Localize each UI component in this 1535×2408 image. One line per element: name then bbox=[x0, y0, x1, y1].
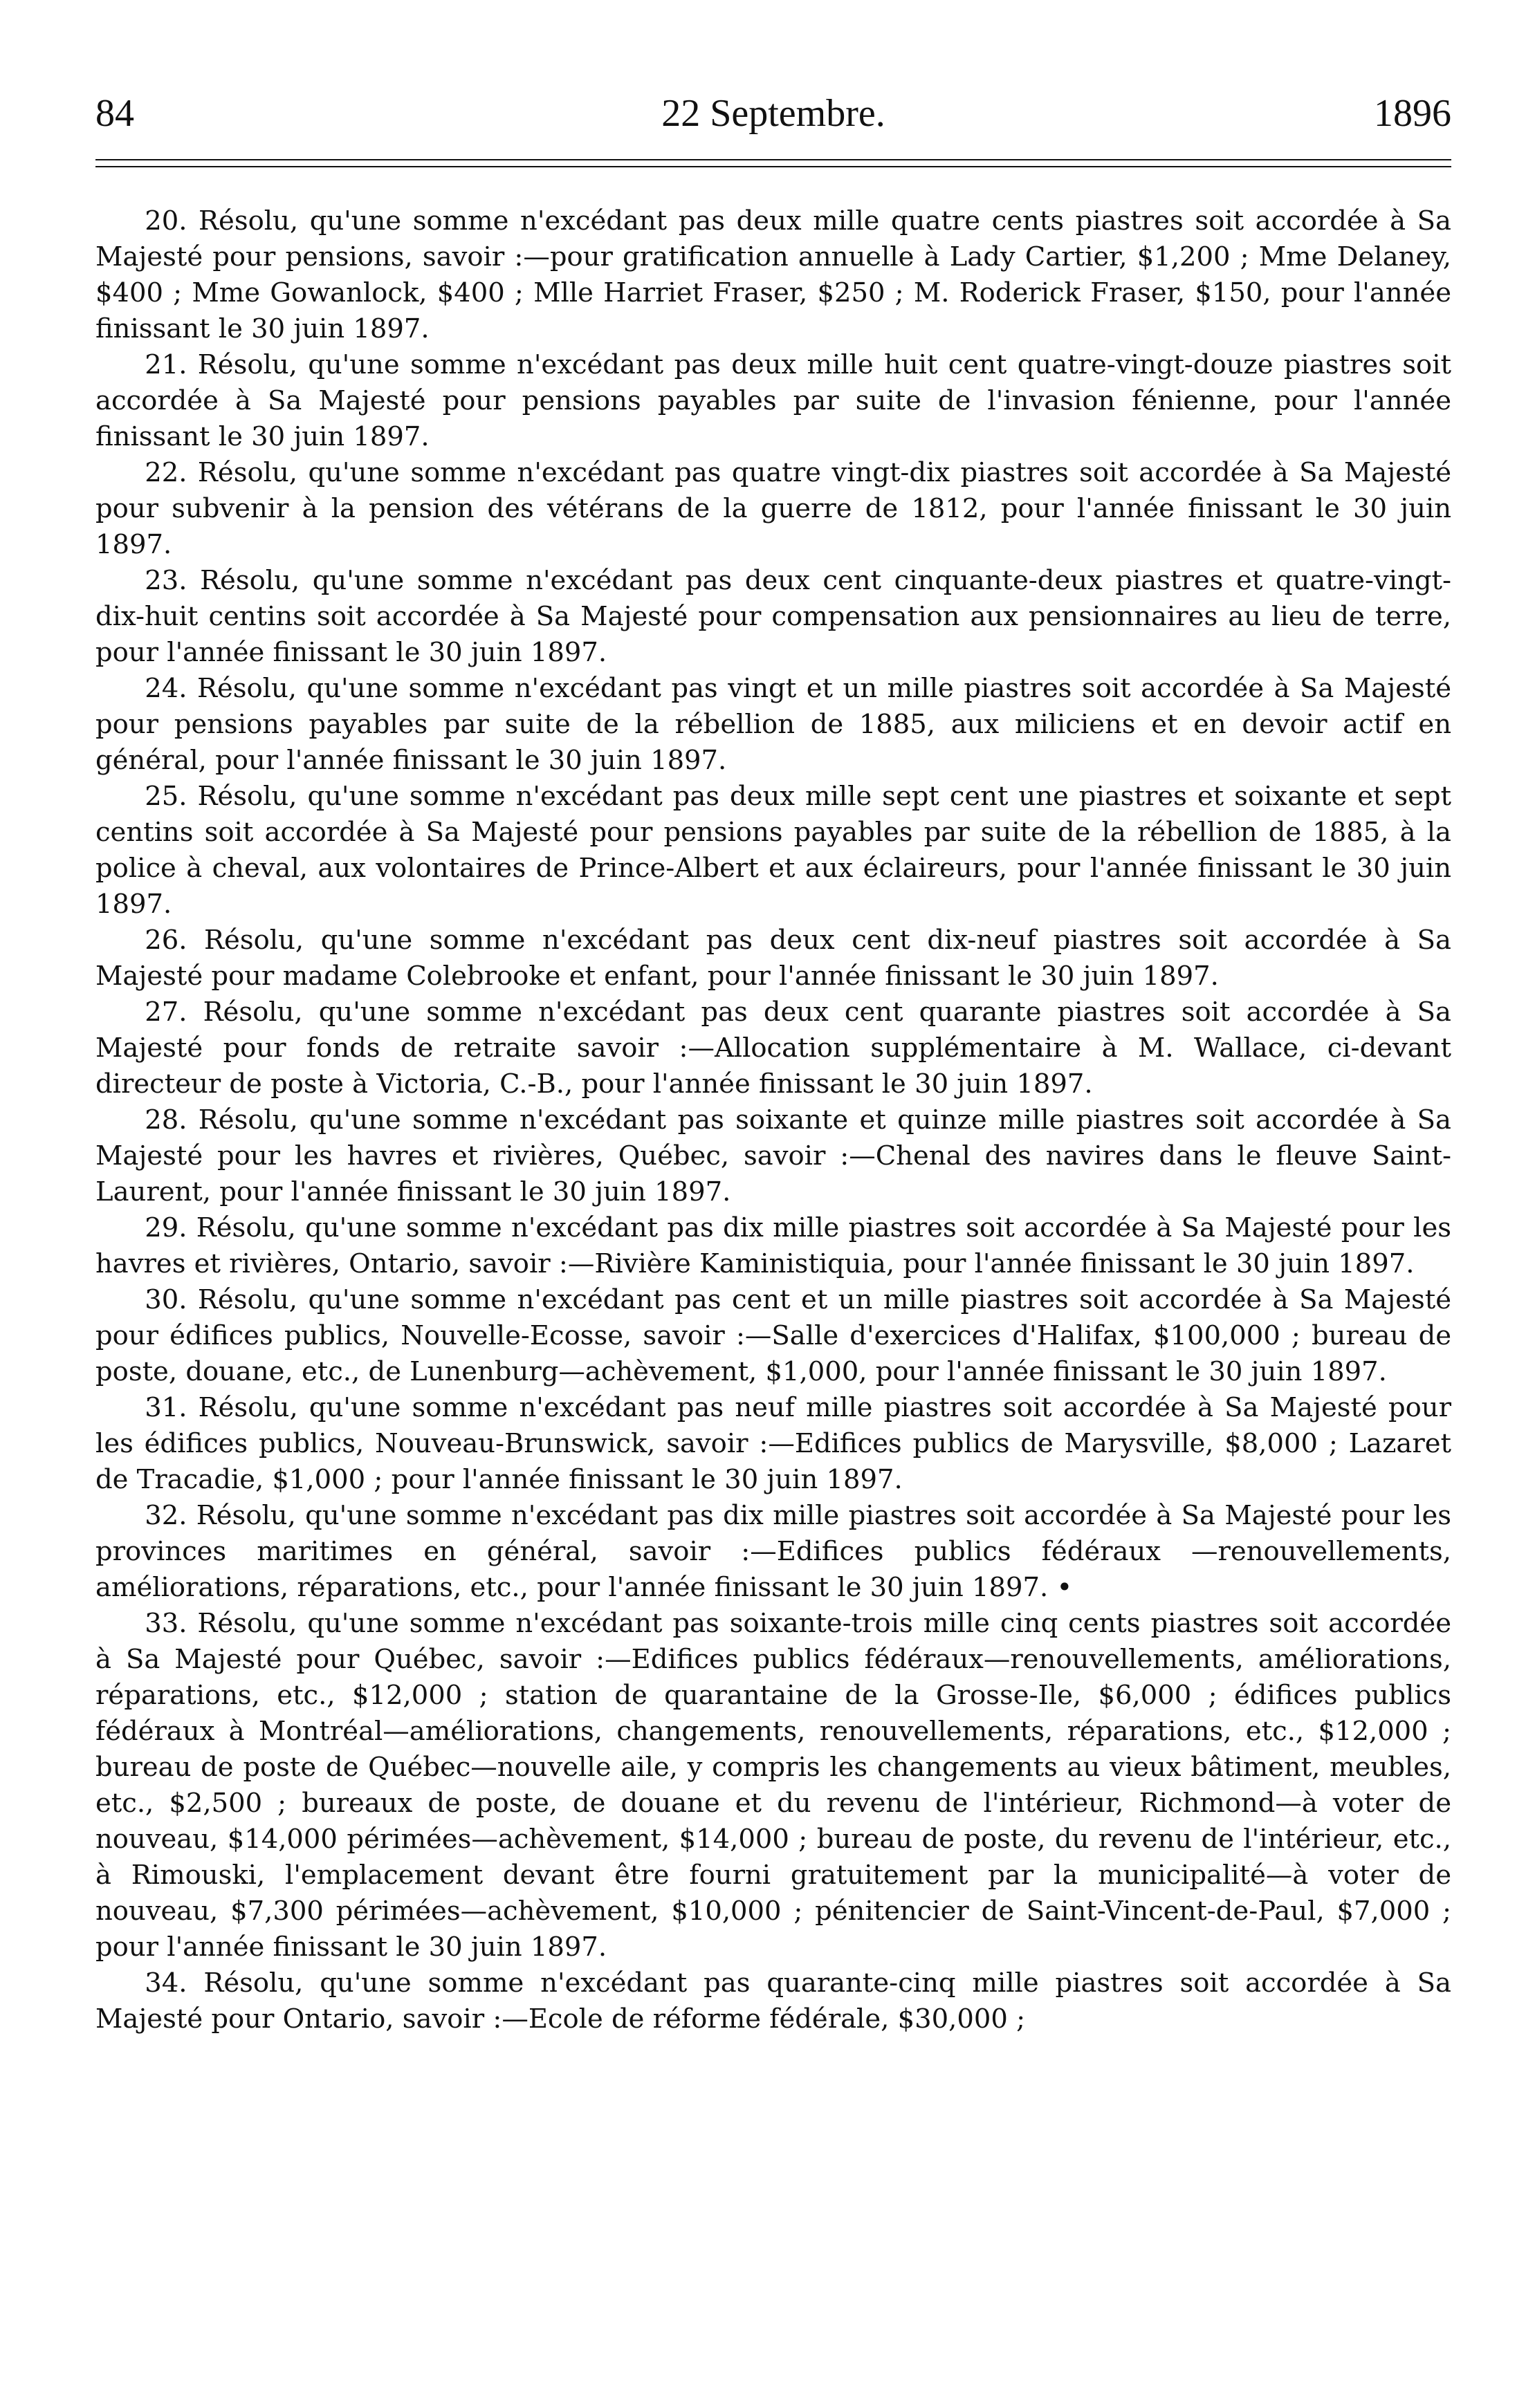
resolution-21: 21. Résolu, qu'une somme n'excédant pas deux mille huit cent quatre-vingt-douze piastres soit accordée à Sa Majesté pour pensions payables par suite de l'invasion fénienne, pour l'année finissant le 30 juin 1897. bbox=[95, 349, 1451, 452]
resolution-29: 29. Résolu, qu'une somme n'excédant pas dix mille piastres soit accordée à Sa Majesté pour les havres et rivières, Ontario, savoir :—Rivière Kaministiquia, pour l'année finissant le 30 juin 1897. bbox=[95, 1212, 1451, 1279]
resolution-30: 30. Résolu, qu'une somme n'excédant pas cent et un mille piastres soit accordée à Sa Majesté pour édifices publics, Nouvelle-Ecosse, savoir :—Salle d'exercices d'Halifax, $100,000 ; bureau de poste, douane, etc., de Lunenburg—achèvement, $1,000, pour l'année finissant le 30 juin 1897. bbox=[95, 1284, 1451, 1387]
resolution-24: 24. Résolu, qu'une somme n'excédant pas vingt et un mille piastres soit accordée à Sa Majesté pour pensions payables par suite de la rébellion de 1885, aux miliciens et en devoir actif en général, pour l'année finissant le 30 juin 1897. bbox=[95, 673, 1451, 776]
document-page bbox=[95, 83, 1451, 2037]
resolutions-text bbox=[95, 203, 1451, 2037]
resolution-20: 20. Résolu, qu'une somme n'excédant pas deux mille quatre cents piastres soit accordée à Sa Majesté pour pensions, savoir :—pour gratification annuelle à Lady Cartier, $1,200 ; Mme Delaney, $400 ; Mme Gowanlock, $400 ; Mlle Harriet Fraser, $250 ; M. Roderick Fraser, $150, pour l'année finissant le 30 juin 1897. bbox=[95, 205, 1451, 344]
resolution-28: 28. Résolu, qu'une somme n'excédant pas soixante et quinze mille piastres soit accordée à Sa Majesté pour les havres et rivières, Québec, savoir :—Chenal des navires dans le fleuve Saint-Laurent, pour l'année finissant le 30 juin 1897. bbox=[95, 1104, 1451, 1207]
resolution-25: 25. Résolu, qu'une somme n'excédant pas deux mille sept cent une piastres et soixante et sept centins soit accordée à Sa Majesté pour pensions payables par suite de la rébellion de 1885, à la police à cheval, aux volontaires de Prince-Albert et aux éclaireurs, pour l'année finissant le 30 juin 1897. bbox=[95, 781, 1451, 920]
resolution-31: 31. Résolu, qu'une somme n'excédant pas neuf mille piastres soit accordée à Sa Majesté pour les édifices publics, Nouveau-Brunswick, savoir :—Edifices publics de Marysville, $8,000 ; Lazaret de Tracadie, $1,000 ; pour l'année finissant le 30 juin 1897. bbox=[95, 1392, 1451, 1495]
resolution-23: 23. Résolu, qu'une somme n'excédant pas deux cent cinquante-deux piastres et quatre-vingt-dix-huit centins soit accordée à Sa Majesté pour compensation aux pensionnaires au lieu de terre, pour l'année finissant le 30 juin 1897. bbox=[95, 565, 1451, 668]
resolution-22: 22. Résolu, qu'une somme n'excédant pas quatre vingt-dix piastres soit accordée à Sa Majesté pour subvenir à la pension des vétérans de la guerre de 1812, pour l'année finissant le 30 juin 1897. bbox=[95, 457, 1451, 560]
page-year: 1896 bbox=[1374, 92, 1451, 135]
resolution-33: 33. Résolu, qu'une somme n'excédant pas soixante-trois mille cinq cents piastres soit accordée à Sa Majesté pour Québec, savoir :—Edifices publics fédéraux—renouvellements, améliorations, réparations, etc., $12,000 ; station de quarantaine de la Grosse-Ile, $6,000 ; édifices publics fédéraux à Montréal—améliorations, changements, renouvellements, réparations, etc., $12,000 ; bureau de poste de Québec—nouvelle aile, y compris les changements au vieux bâtiment, meubles, etc., $2,500 ; bureaux de poste, de douane et du revenu de l'intérieur, Richmond—à voter de nouveau, $14,000 périmées—achèvement, $14,000 ; bureau de poste, du revenu de l'intérieur, etc., à Rimouski, l'emplacement devant être fourni gratuitement par la municipalité—à voter de nouveau, $7,300 périmées—achèvement, $10,000 ; pénitencier de Saint-Vincent-de-Paul, $7,000 ; pour l'année finissant le 30 juin 1897. bbox=[95, 1608, 1451, 1963]
resolution-26: 26. Résolu, qu'une somme n'excédant pas deux cent dix-neuf piastres soit accordée à Sa Majesté pour madame Colebrooke et enfant, pour l'année finissant le 30 juin 1897. bbox=[95, 925, 1451, 992]
page-header bbox=[95, 83, 1451, 145]
header-double-rule bbox=[95, 159, 1451, 174]
page-date: 22 Septembre. bbox=[661, 92, 885, 135]
resolution-27: 27. Résolu, qu'une somme n'excédant pas deux cent quarante piastres soit accordée à Sa Majesté pour fonds de retraite savoir :—Allocation supplémentaire à M. Wallace, ci-devant directeur de poste à Victoria, C.-B., pour l'année finissant le 30 juin 1897. bbox=[95, 997, 1451, 1100]
page-number: 84 bbox=[95, 92, 134, 135]
header-rule-top bbox=[95, 159, 1451, 160]
resolution-34: 34. Résolu, qu'une somme n'excédant pas quarante-cinq mille piastres soit accordée à Sa Majesté pour Ontario, savoir :—Ecole de réforme fédérale, $30,000 ; bbox=[95, 1967, 1451, 2035]
resolution-32: 32. Résolu, qu'une somme n'excédant pas dix mille piastres soit accordée à Sa Majesté pour les provinces maritimes en général, savoir :—Edifices publics fédéraux —renouvellements, améliorations, réparations, etc., pour l'année finissant le 30 juin 1897. • bbox=[95, 1500, 1451, 1603]
header-rule-bottom bbox=[95, 166, 1451, 167]
